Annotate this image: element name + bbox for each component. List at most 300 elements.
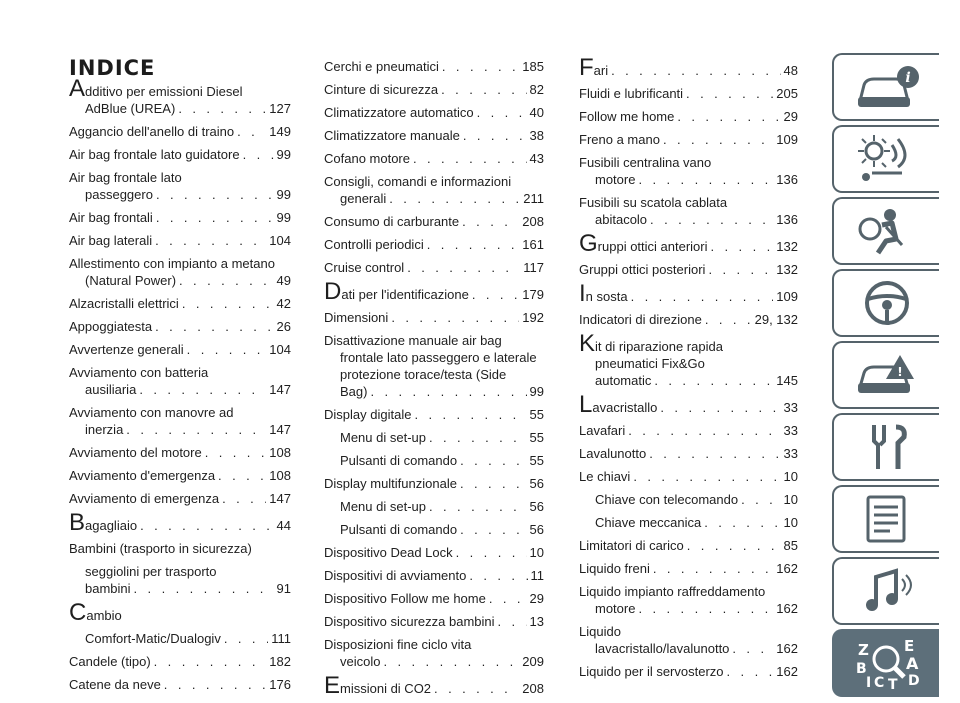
index-item <box>324 104 544 121</box>
chapter-tabs <box>832 53 939 701</box>
dot-leader <box>711 238 774 255</box>
tab-multimedia[interactable] <box>832 557 939 625</box>
steering-wheel-icon <box>852 277 922 329</box>
index-entry <box>579 422 798 439</box>
page-number: 162 <box>776 561 798 576</box>
entry-title: abitacolo <box>595 212 648 227</box>
index-entry <box>69 653 291 670</box>
index-entry <box>69 421 291 438</box>
index-entry <box>69 209 291 226</box>
page-number: 56 <box>529 522 544 537</box>
index-item <box>324 475 544 492</box>
index-entry <box>69 146 291 163</box>
entry-title: motore <box>595 601 636 616</box>
page-number: 40 <box>529 105 544 120</box>
index-item <box>69 404 291 438</box>
page-number: 56 <box>529 476 544 491</box>
index-entry <box>324 406 544 423</box>
entry-title: Aggancio dell'anello di traino <box>69 124 235 139</box>
index-item <box>324 332 544 400</box>
entry-title: ausiliaria <box>85 382 137 397</box>
dot-leader <box>456 544 527 561</box>
index-entry <box>324 383 544 400</box>
index-entry <box>579 54 798 81</box>
index-entry <box>324 236 544 253</box>
page-number: 82 <box>529 82 544 97</box>
alphabetical-index-icon <box>852 637 922 689</box>
dot-leader <box>134 580 274 597</box>
entry-title: Appoggiatesta <box>69 319 153 334</box>
index-entry <box>579 640 798 657</box>
page-number: 29, 132 <box>754 312 798 327</box>
index-entry <box>579 514 798 531</box>
entry-title: bambini <box>85 581 131 596</box>
page-number: 43 <box>529 151 544 166</box>
index-item <box>69 75 291 117</box>
entry-title: Cofano motore <box>324 151 410 166</box>
index-entry <box>579 391 798 418</box>
page-number: 192 <box>522 310 544 325</box>
index-item <box>579 491 798 508</box>
entry-continuation: frontale lato passeggero e laterale <box>340 350 537 365</box>
entry-title: Avviamento con batteria <box>69 365 209 380</box>
page-number: 109 <box>776 132 798 147</box>
entry-title: Allestimento con impianto a metano <box>69 256 275 271</box>
page-number: 211 <box>523 191 544 206</box>
index-entry <box>579 491 798 508</box>
index-entry <box>324 259 544 276</box>
index-entry <box>324 544 544 561</box>
entry-title: Lavafari <box>579 423 626 438</box>
entry-title: (Natural Power) <box>85 273 177 288</box>
page-number: 10 <box>783 515 798 530</box>
index-item <box>69 563 291 597</box>
index-item <box>69 255 291 289</box>
tab-car-info[interactable] <box>832 53 939 121</box>
section-letter: A <box>69 75 86 102</box>
index-item <box>324 127 544 144</box>
entry-title: AdBlue (UREA) <box>85 101 176 116</box>
page-number: 99 <box>276 147 291 162</box>
index-item <box>579 54 798 81</box>
section-letter: K <box>579 330 596 357</box>
index-entry <box>579 230 798 257</box>
index-item <box>324 590 544 607</box>
index-item <box>579 560 798 577</box>
index-item <box>579 445 798 462</box>
dot-leader <box>653 560 773 577</box>
page-number: 49 <box>276 273 291 288</box>
dot-leader <box>155 232 266 249</box>
page-number: 117 <box>523 260 544 275</box>
index-entry <box>579 108 798 125</box>
index-entry <box>69 318 291 335</box>
index-column-1 <box>69 75 291 699</box>
index-entry <box>324 590 544 607</box>
svg-text:i: i <box>904 70 911 86</box>
page-number: 162 <box>776 641 798 656</box>
entry-title: Bambini (trasporto in sicurezza) <box>69 541 252 556</box>
index-entry <box>69 599 291 626</box>
entry-title: Emissioni di CO2 <box>324 672 432 699</box>
index-entry <box>324 429 544 446</box>
entry-title: Fari <box>579 54 609 81</box>
page-number: 85 <box>783 538 798 553</box>
index-item <box>324 173 544 207</box>
dot-leader <box>429 498 527 515</box>
dot-leader <box>441 81 526 98</box>
dot-leader <box>633 468 780 485</box>
index-item <box>69 364 291 398</box>
maintenance-tools-icon <box>852 421 922 473</box>
index-entry <box>69 580 291 597</box>
index-entry <box>324 521 544 538</box>
dot-leader <box>611 62 780 79</box>
index-item <box>69 232 291 249</box>
entry-title: Lavacristallo <box>579 391 658 418</box>
entry-title: Fusibili centralina vano <box>579 155 712 170</box>
entry-title: Candele (tipo) <box>69 654 151 669</box>
page-number: 42 <box>276 296 291 311</box>
page-number: 208 <box>522 214 544 229</box>
dot-leader <box>383 653 519 670</box>
index-item <box>324 406 544 423</box>
entry-title: Consumo di carburante <box>324 214 460 229</box>
index-item <box>324 309 544 326</box>
dot-leader <box>179 272 274 289</box>
technical-data-icon <box>852 493 922 545</box>
entry-title: Gruppi ottici anteriori <box>579 230 708 257</box>
index-item <box>324 498 544 515</box>
page-number: 33 <box>783 446 798 461</box>
dot-leader <box>463 127 527 144</box>
page-number: 185 <box>522 59 544 74</box>
page-number: 56 <box>529 499 544 514</box>
page-number: 26 <box>276 319 291 334</box>
entry-title: motore <box>595 172 636 187</box>
index-entry <box>324 213 544 230</box>
page-number: 205 <box>776 86 798 101</box>
dot-leader <box>237 123 266 140</box>
index-letter: C <box>873 675 884 689</box>
page-number: 38 <box>529 128 544 143</box>
dot-leader <box>705 311 752 328</box>
index-entry <box>324 190 544 207</box>
dot-leader <box>741 491 780 508</box>
page-number: 104 <box>269 342 291 357</box>
index-item <box>324 429 544 446</box>
entry-title: Dispositivo Follow me home <box>324 591 486 606</box>
entry-title: Follow me home <box>579 109 675 124</box>
index-entry <box>579 663 798 680</box>
index-item <box>324 278 544 305</box>
dot-leader <box>460 521 526 538</box>
entry-title: Avviamento del motore <box>69 445 202 460</box>
index-entry <box>324 309 544 326</box>
index-item <box>69 467 291 484</box>
page-number: 55 <box>529 407 544 422</box>
section-letter: B <box>69 509 86 536</box>
index-entry <box>69 630 291 647</box>
entry-title: Bag) <box>340 384 368 399</box>
tab-maintenance[interactable] <box>832 413 939 481</box>
index-item <box>579 391 798 418</box>
entry-title: lavacristallo/lavalunotto <box>595 641 730 656</box>
entry-title: Liquido per il servosterzo <box>579 664 724 679</box>
dot-leader <box>687 537 781 554</box>
index-entry <box>579 131 798 148</box>
entry-title: Avviamento di emergenza <box>69 491 220 506</box>
entry-title: Pulsanti di comando <box>340 453 458 468</box>
index-entry <box>69 490 291 507</box>
dot-leader <box>677 108 780 125</box>
tab-emergency[interactable] <box>832 341 939 409</box>
dot-leader <box>164 676 267 693</box>
index-item <box>69 599 291 626</box>
dot-leader <box>414 406 526 423</box>
index-item <box>579 230 798 257</box>
dot-leader <box>462 213 519 230</box>
tab-dashboard-lights[interactable] <box>832 125 939 193</box>
page-number: 10 <box>529 545 544 560</box>
car-info-icon <box>852 61 922 113</box>
page-number: 136 <box>776 212 798 227</box>
airbag-safety-icon <box>852 205 922 257</box>
page-number: 145 <box>776 373 798 388</box>
dot-leader <box>187 341 267 358</box>
index-entry <box>69 123 291 140</box>
index-entry <box>69 540 291 557</box>
dot-leader <box>638 600 773 617</box>
page-number: 11 <box>530 568 544 583</box>
section-letter: G <box>579 230 598 257</box>
page-number: 209 <box>522 654 544 669</box>
page-number: 44 <box>276 518 291 533</box>
page-number: 108 <box>269 468 291 483</box>
index-entry <box>579 560 798 577</box>
entry-title: Dispositivo Dead Lock <box>324 545 453 560</box>
index-item <box>579 311 798 328</box>
index-item <box>69 295 291 312</box>
page-number: 132 <box>776 262 798 277</box>
entry-title: Alzacristalli elettrici <box>69 296 179 311</box>
index-entry <box>324 104 544 121</box>
dot-leader <box>182 295 274 312</box>
index-item <box>69 444 291 461</box>
index-entry <box>579 311 798 328</box>
dot-leader <box>429 429 527 446</box>
index-item <box>579 663 798 680</box>
page-number: 99 <box>276 210 291 225</box>
index-entry <box>324 150 544 167</box>
tab-airbag-safety[interactable] <box>832 197 939 265</box>
index-item <box>324 259 544 276</box>
index-entry <box>69 232 291 249</box>
index-entry <box>324 81 544 98</box>
dot-leader <box>686 85 773 102</box>
dot-leader <box>654 372 773 389</box>
entry-title: Climatizzatore manuale <box>324 128 460 143</box>
index-entry <box>69 272 291 289</box>
dot-leader <box>205 444 267 461</box>
index-entry <box>579 171 798 188</box>
tab-steering[interactable] <box>832 269 939 337</box>
entry-title: Gruppi ottici posteriori <box>579 262 706 277</box>
dot-leader <box>489 590 527 607</box>
entry-title: Controlli periodici <box>324 237 424 252</box>
index-item <box>324 672 544 699</box>
index-item <box>579 623 798 657</box>
svg-text:!: ! <box>896 365 903 379</box>
page-number: 179 <box>522 287 544 302</box>
index-item <box>69 146 291 163</box>
dot-leader <box>155 318 273 335</box>
entry-title: Air bag laterali <box>69 233 153 248</box>
index-entry <box>324 498 544 515</box>
dot-leader <box>224 630 268 647</box>
index-item <box>324 213 544 230</box>
entry-title: Climatizzatore automatico <box>324 105 474 120</box>
index-entry <box>579 372 798 389</box>
entry-title: Disposizioni fine ciclo vita <box>324 637 472 652</box>
index-item <box>324 521 544 538</box>
page-number: 33 <box>783 423 798 438</box>
entry-title: Chiave meccanica <box>595 515 702 530</box>
index-letter: D <box>907 673 920 689</box>
entry-title: Cinture di sicurezza <box>324 82 439 97</box>
index-item <box>324 58 544 75</box>
index-entry <box>324 653 544 670</box>
index-column-3 <box>579 54 798 686</box>
tab-alphabetical-index[interactable] <box>832 629 939 697</box>
index-item <box>324 452 544 469</box>
section-letter: L <box>579 391 593 418</box>
dot-leader <box>140 517 273 534</box>
index-letter: Z <box>857 641 869 659</box>
entry-title: Indicatori di direzione <box>579 312 702 327</box>
index-item <box>579 468 798 485</box>
entry-title: Cambio <box>69 599 122 626</box>
dot-leader <box>156 186 274 203</box>
page-number: 208 <box>522 681 544 696</box>
page-number: 127 <box>269 101 291 116</box>
index-entry <box>69 100 291 117</box>
entry-title: Catene da neve <box>69 677 161 692</box>
entry-title: Display multifunzionale <box>324 476 457 491</box>
dot-leader <box>460 475 527 492</box>
entry-title: Cerchi e pneumatici <box>324 59 439 74</box>
dot-leader <box>156 209 274 226</box>
multimedia-icon <box>852 565 922 617</box>
dot-leader <box>660 399 780 416</box>
page-number: 176 <box>269 677 291 692</box>
index-letter: E <box>903 637 914 655</box>
entry-title: Avviamento d'emergenza <box>69 468 216 483</box>
section-letter: D <box>324 278 342 305</box>
entry-continuation: protezione torace/testa (Side <box>340 367 507 382</box>
dot-leader <box>391 309 519 326</box>
index-item <box>324 544 544 561</box>
dot-leader <box>154 653 267 670</box>
entry-title: Avviamento con manovre ad <box>69 405 234 420</box>
entry-title: Limitatori di carico <box>579 538 684 553</box>
index-entry <box>324 278 544 305</box>
index-item <box>69 169 291 203</box>
entry-title: Air bag frontali <box>69 210 153 225</box>
page-number: 13 <box>529 614 544 629</box>
dot-leader <box>727 663 774 680</box>
tab-technical-data[interactable] <box>832 485 939 553</box>
page-number: 147 <box>269 491 291 506</box>
section-letter: F <box>579 54 594 81</box>
page-number: 132 <box>776 239 798 254</box>
page-number: 161 <box>522 237 544 252</box>
entry-title: Chiave con telecomando <box>595 492 739 507</box>
index-item <box>324 636 544 670</box>
index-entry <box>69 186 291 203</box>
page-title: INDICE <box>69 56 156 80</box>
dot-leader <box>389 190 520 207</box>
index-item <box>579 131 798 148</box>
dot-leader <box>663 131 773 148</box>
page-number: 147 <box>269 422 291 437</box>
page-number: 111 <box>271 631 291 646</box>
page-number: 147 <box>269 382 291 397</box>
index-entry <box>579 85 798 102</box>
index-item <box>324 236 544 253</box>
index-entry <box>579 445 798 462</box>
entry-title: Liquido impianto raffreddamento <box>579 584 766 599</box>
entry-title: passeggero <box>85 187 153 202</box>
index-item <box>69 653 291 670</box>
page-number: 99 <box>529 384 544 399</box>
entry-title: In sosta <box>579 280 628 307</box>
index-item <box>69 676 291 693</box>
entry-title: Display digitale <box>324 407 412 422</box>
index-entry <box>579 600 798 617</box>
dot-leader <box>628 422 780 439</box>
entry-continuation: pneumatici Fix&Go <box>595 356 705 371</box>
dot-leader <box>139 381 266 398</box>
dot-leader <box>631 288 774 305</box>
dot-leader <box>650 211 773 228</box>
index-entry <box>324 567 544 584</box>
index-item <box>69 209 291 226</box>
index-item <box>579 85 798 102</box>
page-number: 149 <box>269 124 291 139</box>
dot-leader <box>413 150 527 167</box>
entry-title: Fusibili su scatola cablata <box>579 195 728 210</box>
entry-title: generali <box>340 191 387 206</box>
entry-title: Dati per l'identificazione <box>324 278 469 305</box>
entry-title: automatic <box>595 373 652 388</box>
index-entry <box>324 58 544 75</box>
dot-leader <box>638 171 773 188</box>
index-entry <box>324 613 544 630</box>
entry-title: Dispositivo sicurezza bambini <box>324 614 495 629</box>
index-item <box>579 154 798 188</box>
index-item <box>324 81 544 98</box>
entry-title: Avvertenze generali <box>69 342 184 357</box>
index-letter: A <box>905 654 918 673</box>
section-letter: I <box>579 280 586 307</box>
entry-title: Freno a mano <box>579 132 660 147</box>
index-entry <box>579 280 798 307</box>
dot-leader <box>218 467 266 484</box>
index-item <box>579 537 798 554</box>
entry-title: Kit di riparazione rapida <box>579 330 723 357</box>
dot-leader <box>732 640 773 657</box>
